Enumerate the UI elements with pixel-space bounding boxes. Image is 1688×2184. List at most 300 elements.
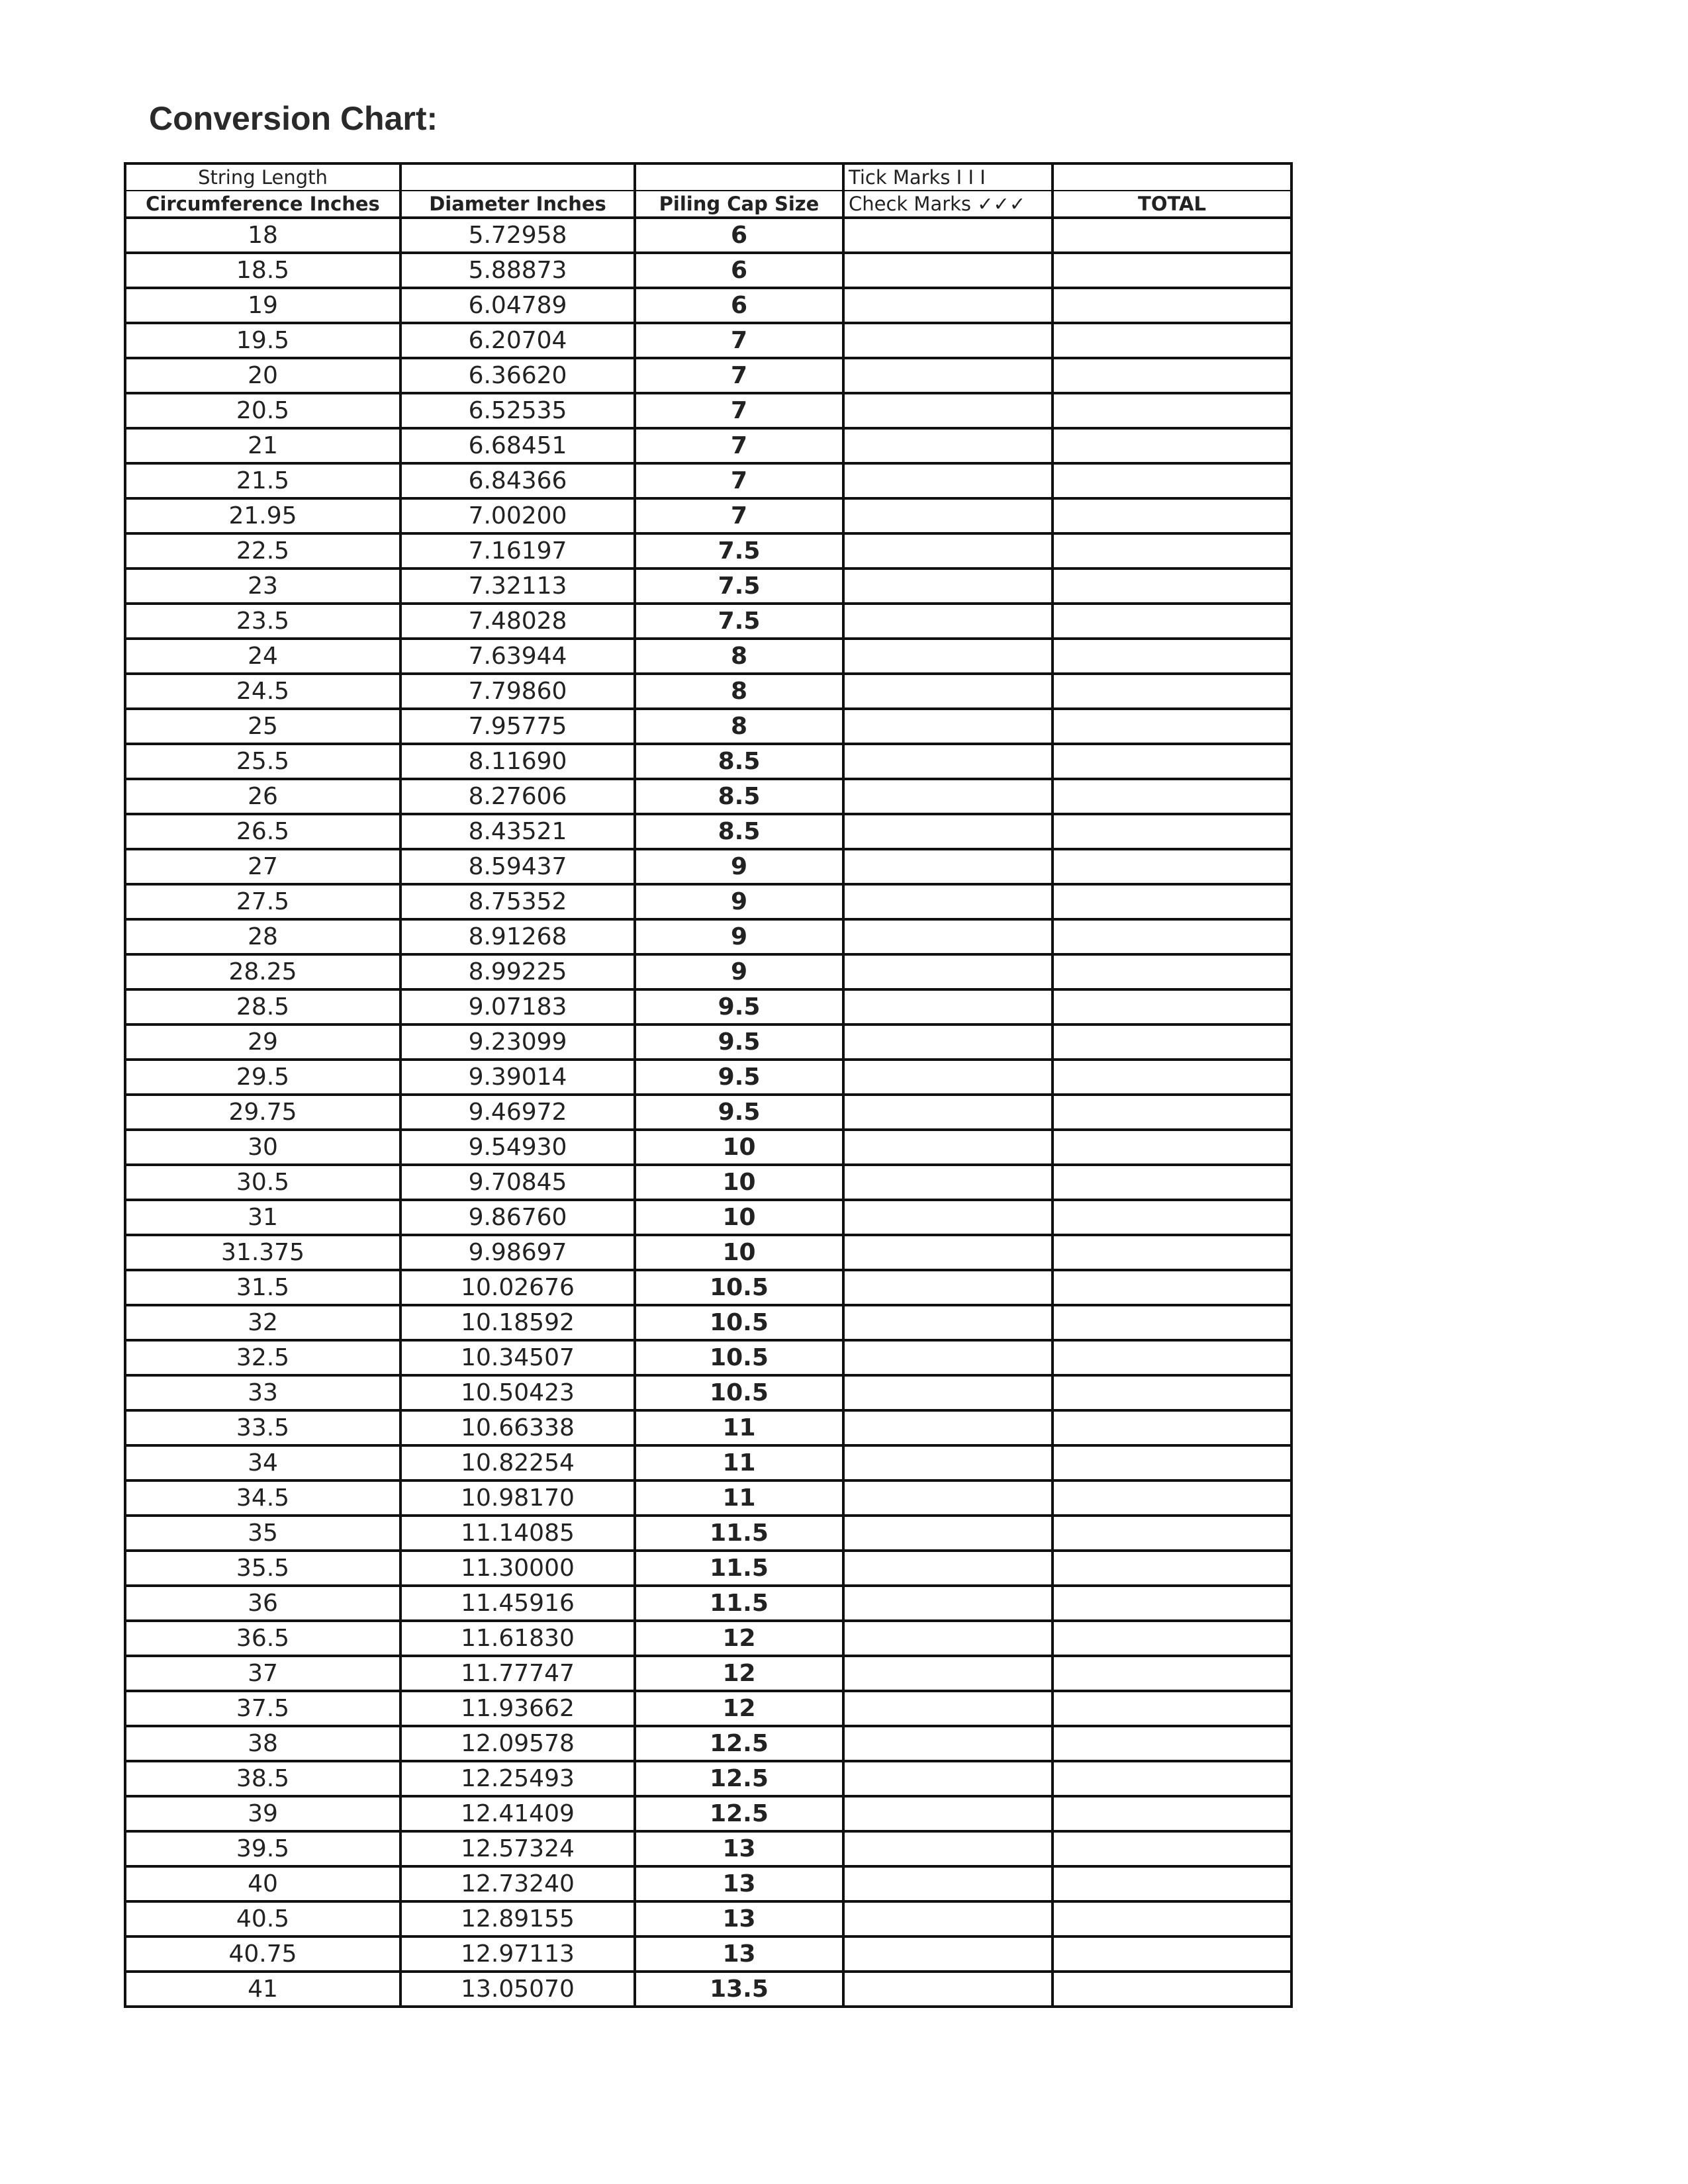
total-cell[interactable] [1053, 393, 1291, 428]
piling-cap-cell: 8 [635, 709, 843, 744]
total-cell[interactable] [1053, 639, 1291, 674]
piling-cap-cell: 13 [635, 1866, 843, 1901]
tick-marks-cell[interactable] [843, 1270, 1053, 1305]
total-cell[interactable] [1053, 533, 1291, 569]
total-cell[interactable] [1053, 1761, 1291, 1796]
piling-cap-cell: 7 [635, 358, 843, 393]
tick-marks-cell[interactable] [843, 1656, 1053, 1691]
tick-marks-cell[interactable] [843, 1165, 1053, 1200]
table-row [125, 779, 1291, 814]
table-row [125, 288, 1291, 323]
diameter-cell: 8.59437 [400, 849, 635, 884]
header-check-marks: Check Marks ✓✓✓ [843, 191, 1053, 218]
circumference-cell: 40.75 [125, 1936, 400, 1972]
diameter-cell: 8.11690 [400, 744, 635, 779]
circumference-cell: 29.75 [125, 1095, 400, 1130]
piling-cap-cell: 7 [635, 323, 843, 358]
piling-cap-cell: 11 [635, 1480, 843, 1516]
piling-cap-cell: 13 [635, 1901, 843, 1936]
total-cell[interactable] [1053, 1796, 1291, 1831]
diameter-cell: 6.68451 [400, 428, 635, 463]
total-cell[interactable] [1053, 253, 1291, 288]
tick-marks-cell[interactable] [843, 1586, 1053, 1621]
piling-cap-cell: 11.5 [635, 1586, 843, 1621]
tick-marks-cell[interactable] [843, 1340, 1053, 1375]
total-cell[interactable] [1053, 1901, 1291, 1936]
table-row [125, 1270, 1291, 1305]
table-row [125, 639, 1291, 674]
diameter-cell: 9.07183 [400, 989, 635, 1024]
header-blank-total [1053, 163, 1291, 191]
diameter-cell: 10.98170 [400, 1480, 635, 1516]
piling-cap-cell: 10.5 [635, 1270, 843, 1305]
circumference-cell: 40 [125, 1866, 400, 1901]
total-cell[interactable] [1053, 1551, 1291, 1586]
circumference-cell: 20.5 [125, 393, 400, 428]
circumference-cell: 37.5 [125, 1691, 400, 1726]
header-row-2 [125, 191, 1291, 218]
circumference-cell: 33.5 [125, 1410, 400, 1445]
circumference-cell: 39.5 [125, 1831, 400, 1866]
tick-marks-cell[interactable] [843, 1551, 1053, 1586]
table-row [125, 1375, 1291, 1410]
total-cell[interactable] [1053, 1866, 1291, 1901]
diameter-cell: 10.50423 [400, 1375, 635, 1410]
total-cell[interactable] [1053, 1972, 1291, 2007]
table-row [125, 1691, 1291, 1726]
tick-marks-cell[interactable] [843, 1901, 1053, 1936]
total-cell[interactable] [1053, 1270, 1291, 1305]
tick-marks-cell[interactable] [843, 1972, 1053, 2007]
diameter-cell: 12.41409 [400, 1796, 635, 1831]
total-cell[interactable] [1053, 358, 1291, 393]
circumference-cell: 18.5 [125, 253, 400, 288]
diameter-cell: 12.57324 [400, 1831, 635, 1866]
total-cell[interactable] [1053, 1726, 1291, 1761]
piling-cap-cell: 8 [635, 674, 843, 709]
table-row [125, 884, 1291, 919]
piling-cap-cell: 13.5 [635, 1972, 843, 2007]
piling-cap-cell: 6 [635, 288, 843, 323]
table-row [125, 1305, 1291, 1340]
header-circumference: Circumference Inches [125, 191, 400, 218]
total-cell[interactable] [1053, 1235, 1291, 1270]
diameter-cell: 12.09578 [400, 1726, 635, 1761]
table-row [125, 428, 1291, 463]
table-row [125, 1200, 1291, 1235]
diameter-cell: 11.30000 [400, 1551, 635, 1586]
table-row [125, 1761, 1291, 1796]
table-row [125, 1060, 1291, 1095]
diameter-cell: 9.70845 [400, 1165, 635, 1200]
tick-marks-cell[interactable] [843, 709, 1053, 744]
piling-cap-cell: 9 [635, 849, 843, 884]
tick-marks-cell[interactable] [843, 1796, 1053, 1831]
circumference-cell: 29 [125, 1024, 400, 1060]
circumference-cell: 39 [125, 1796, 400, 1831]
piling-cap-cell: 10 [635, 1165, 843, 1200]
table-row [125, 1796, 1291, 1831]
piling-cap-cell: 10.5 [635, 1375, 843, 1410]
diameter-cell: 6.84366 [400, 463, 635, 498]
table-row [125, 1621, 1291, 1656]
piling-cap-cell: 9 [635, 884, 843, 919]
table-row [125, 1480, 1291, 1516]
diameter-cell: 11.77747 [400, 1656, 635, 1691]
tick-marks-cell[interactable] [843, 1060, 1053, 1095]
circumference-cell: 35 [125, 1516, 400, 1551]
piling-cap-cell: 12.5 [635, 1796, 843, 1831]
circumference-cell: 34.5 [125, 1480, 400, 1516]
table-row [125, 358, 1291, 393]
total-cell[interactable] [1053, 1340, 1291, 1375]
diameter-cell: 8.27606 [400, 779, 635, 814]
total-cell[interactable] [1053, 1621, 1291, 1656]
table-row [125, 1340, 1291, 1375]
piling-cap-cell: 11 [635, 1410, 843, 1445]
piling-cap-cell: 10 [635, 1235, 843, 1270]
circumference-cell: 30 [125, 1130, 400, 1165]
total-cell[interactable] [1053, 288, 1291, 323]
total-cell[interactable] [1053, 1656, 1291, 1691]
table-row [125, 1165, 1291, 1200]
circumference-cell: 37 [125, 1656, 400, 1691]
piling-cap-cell: 7 [635, 393, 843, 428]
tick-marks-cell[interactable] [843, 1235, 1053, 1270]
total-cell[interactable] [1053, 1516, 1291, 1551]
circumference-cell: 19 [125, 288, 400, 323]
header-row-1 [125, 163, 1291, 191]
circumference-cell: 34 [125, 1445, 400, 1480]
total-cell[interactable] [1053, 1936, 1291, 1972]
piling-cap-cell: 10.5 [635, 1305, 843, 1340]
piling-cap-cell: 12.5 [635, 1761, 843, 1796]
piling-cap-cell: 7.5 [635, 569, 843, 604]
table-row [125, 1095, 1291, 1130]
header-string-length: String Length [125, 163, 400, 191]
tick-marks-cell[interactable] [843, 954, 1053, 989]
page-title: Conversion Chart: [149, 100, 438, 137]
total-cell[interactable] [1053, 779, 1291, 814]
diameter-cell: 7.48028 [400, 604, 635, 639]
tick-marks-cell[interactable] [843, 1516, 1053, 1551]
table-row [125, 814, 1291, 849]
diameter-cell: 8.75352 [400, 884, 635, 919]
table-row [125, 919, 1291, 954]
tick-marks-cell[interactable] [843, 639, 1053, 674]
total-cell[interactable] [1053, 884, 1291, 919]
total-cell[interactable] [1053, 1060, 1291, 1095]
total-cell[interactable] [1053, 1586, 1291, 1621]
diameter-cell: 9.23099 [400, 1024, 635, 1060]
circumference-cell: 36.5 [125, 1621, 400, 1656]
circumference-cell: 28.5 [125, 989, 400, 1024]
piling-cap-cell: 7 [635, 463, 843, 498]
diameter-cell: 12.89155 [400, 1901, 635, 1936]
diameter-cell: 6.52535 [400, 393, 635, 428]
total-cell[interactable] [1053, 1375, 1291, 1410]
diameter-cell: 9.98697 [400, 1235, 635, 1270]
circumference-cell: 18 [125, 218, 400, 253]
total-cell[interactable] [1053, 1024, 1291, 1060]
piling-cap-cell: 9.5 [635, 989, 843, 1024]
tick-marks-cell[interactable] [843, 1095, 1053, 1130]
tick-marks-cell[interactable] [843, 1305, 1053, 1340]
table-row [125, 1831, 1291, 1866]
table-row [125, 674, 1291, 709]
circumference-cell: 23.5 [125, 604, 400, 639]
total-cell[interactable] [1053, 1691, 1291, 1726]
circumference-cell: 35.5 [125, 1551, 400, 1586]
diameter-cell: 7.00200 [400, 498, 635, 533]
total-cell[interactable] [1053, 1831, 1291, 1866]
total-cell[interactable] [1053, 1200, 1291, 1235]
tick-marks-cell[interactable] [843, 1200, 1053, 1235]
diameter-cell: 12.25493 [400, 1761, 635, 1796]
piling-cap-cell: 7.5 [635, 533, 843, 569]
table-row [125, 1656, 1291, 1691]
tick-marks-cell[interactable] [843, 1130, 1053, 1165]
circumference-cell: 24 [125, 639, 400, 674]
diameter-cell: 12.97113 [400, 1936, 635, 1972]
tick-marks-cell[interactable] [843, 498, 1053, 533]
total-cell[interactable] [1053, 604, 1291, 639]
table-row [125, 533, 1291, 569]
circumference-cell: 33 [125, 1375, 400, 1410]
diameter-cell: 9.46972 [400, 1095, 635, 1130]
diameter-cell: 11.14085 [400, 1516, 635, 1551]
total-cell[interactable] [1053, 1130, 1291, 1165]
piling-cap-cell: 12 [635, 1656, 843, 1691]
circumference-cell: 23 [125, 569, 400, 604]
tick-marks-cell[interactable] [843, 253, 1053, 288]
total-cell[interactable] [1053, 744, 1291, 779]
tick-marks-cell[interactable] [843, 1936, 1053, 1972]
piling-cap-cell: 8 [635, 639, 843, 674]
total-cell[interactable] [1053, 674, 1291, 709]
circumference-cell: 38.5 [125, 1761, 400, 1796]
tick-marks-cell[interactable] [843, 1024, 1053, 1060]
table-row [125, 1516, 1291, 1551]
total-cell[interactable] [1053, 849, 1291, 884]
piling-cap-cell: 8.5 [635, 779, 843, 814]
table-row [125, 1936, 1291, 1972]
piling-cap-cell: 8.5 [635, 744, 843, 779]
header-blank-cap [635, 163, 843, 191]
diameter-cell: 8.43521 [400, 814, 635, 849]
tick-marks-cell[interactable] [843, 989, 1053, 1024]
circumference-cell: 31.5 [125, 1270, 400, 1305]
total-cell[interactable] [1053, 428, 1291, 463]
tick-marks-cell[interactable] [843, 463, 1053, 498]
tick-marks-cell[interactable] [843, 744, 1053, 779]
diameter-cell: 7.16197 [400, 533, 635, 569]
piling-cap-cell: 7 [635, 498, 843, 533]
piling-cap-cell: 9.5 [635, 1024, 843, 1060]
table-row [125, 1586, 1291, 1621]
circumference-cell: 26.5 [125, 814, 400, 849]
total-cell[interactable] [1053, 323, 1291, 358]
diameter-cell: 10.18592 [400, 1305, 635, 1340]
piling-cap-cell: 11 [635, 1445, 843, 1480]
piling-cap-cell: 12.5 [635, 1726, 843, 1761]
circumference-cell: 27 [125, 849, 400, 884]
tick-marks-cell[interactable] [843, 428, 1053, 463]
diameter-cell: 9.86760 [400, 1200, 635, 1235]
table-row [125, 569, 1291, 604]
tick-marks-cell[interactable] [843, 358, 1053, 393]
tick-marks-cell[interactable] [843, 604, 1053, 639]
total-cell[interactable] [1053, 463, 1291, 498]
piling-cap-cell: 9.5 [635, 1060, 843, 1095]
total-cell[interactable] [1053, 1480, 1291, 1516]
diameter-cell: 11.45916 [400, 1586, 635, 1621]
diameter-cell: 5.72958 [400, 218, 635, 253]
total-cell[interactable] [1053, 814, 1291, 849]
tick-marks-cell[interactable] [843, 884, 1053, 919]
total-cell[interactable] [1053, 989, 1291, 1024]
tick-marks-cell[interactable] [843, 849, 1053, 884]
tick-marks-cell[interactable] [843, 1691, 1053, 1726]
piling-cap-cell: 13 [635, 1831, 843, 1866]
table-row [125, 1024, 1291, 1060]
piling-cap-cell: 12 [635, 1621, 843, 1656]
tick-marks-cell[interactable] [843, 533, 1053, 569]
total-cell[interactable] [1053, 218, 1291, 253]
circumference-cell: 31.375 [125, 1235, 400, 1270]
tick-marks-cell[interactable] [843, 1866, 1053, 1901]
diameter-cell: 7.63944 [400, 639, 635, 674]
header-tick-marks: Tick Marks I I I [843, 163, 1053, 191]
total-cell[interactable] [1053, 1165, 1291, 1200]
total-cell[interactable] [1053, 1445, 1291, 1480]
circumference-cell: 27.5 [125, 884, 400, 919]
total-cell[interactable] [1053, 954, 1291, 989]
piling-cap-cell: 13 [635, 1936, 843, 1972]
diameter-cell: 11.93662 [400, 1691, 635, 1726]
piling-cap-cell: 12 [635, 1691, 843, 1726]
piling-cap-cell: 9.5 [635, 1095, 843, 1130]
tick-marks-cell[interactable] [843, 814, 1053, 849]
diameter-cell: 8.99225 [400, 954, 635, 989]
diameter-cell: 6.04789 [400, 288, 635, 323]
circumference-cell: 28.25 [125, 954, 400, 989]
circumference-cell: 41 [125, 1972, 400, 2007]
piling-cap-cell: 10.5 [635, 1340, 843, 1375]
table-row [125, 604, 1291, 639]
tick-marks-cell[interactable] [843, 1480, 1053, 1516]
table-row [125, 1410, 1291, 1445]
circumference-cell: 31 [125, 1200, 400, 1235]
table-row [125, 1445, 1291, 1480]
header-diameter: Diameter Inches [400, 191, 635, 218]
conversion-table [124, 162, 1293, 2008]
table-row [125, 1551, 1291, 1586]
tick-marks-cell[interactable] [843, 1375, 1053, 1410]
table-row [125, 709, 1291, 744]
table-row [125, 323, 1291, 358]
circumference-cell: 21.95 [125, 498, 400, 533]
circumference-cell: 25 [125, 709, 400, 744]
circumference-cell: 30.5 [125, 1165, 400, 1200]
table-row [125, 463, 1291, 498]
tick-marks-cell[interactable] [843, 218, 1053, 253]
circumference-cell: 24.5 [125, 674, 400, 709]
total-cell[interactable] [1053, 1305, 1291, 1340]
table-row [125, 253, 1291, 288]
piling-cap-cell: 10 [635, 1200, 843, 1235]
tick-marks-cell[interactable] [843, 1831, 1053, 1866]
diameter-cell: 6.20704 [400, 323, 635, 358]
tick-marks-cell[interactable] [843, 393, 1053, 428]
table-row [125, 744, 1291, 779]
diameter-cell: 8.91268 [400, 919, 635, 954]
total-cell[interactable] [1053, 1410, 1291, 1445]
circumference-cell: 22.5 [125, 533, 400, 569]
diameter-cell: 7.95775 [400, 709, 635, 744]
total-cell[interactable] [1053, 1095, 1291, 1130]
circumference-cell: 40.5 [125, 1901, 400, 1936]
total-cell[interactable] [1053, 569, 1291, 604]
circumference-cell: 20 [125, 358, 400, 393]
piling-cap-cell: 10 [635, 1130, 843, 1165]
total-cell[interactable] [1053, 709, 1291, 744]
tick-marks-cell[interactable] [843, 1445, 1053, 1480]
table-row [125, 954, 1291, 989]
circumference-cell: 36 [125, 1586, 400, 1621]
total-cell[interactable] [1053, 919, 1291, 954]
tick-marks-cell[interactable] [843, 1761, 1053, 1796]
table-row [125, 1972, 1291, 2007]
tick-marks-cell[interactable] [843, 779, 1053, 814]
diameter-cell: 5.88873 [400, 253, 635, 288]
diameter-cell: 12.73240 [400, 1866, 635, 1901]
circumference-cell: 19.5 [125, 323, 400, 358]
piling-cap-cell: 7.5 [635, 604, 843, 639]
tick-marks-cell[interactable] [843, 1410, 1053, 1445]
circumference-cell: 38 [125, 1726, 400, 1761]
circumference-cell: 25.5 [125, 744, 400, 779]
circumference-cell: 21.5 [125, 463, 400, 498]
total-cell[interactable] [1053, 498, 1291, 533]
table-row [125, 1130, 1291, 1165]
header-blank-diameter [400, 163, 635, 191]
table-row [125, 218, 1291, 253]
table-row [125, 1866, 1291, 1901]
table-row [125, 1235, 1291, 1270]
circumference-cell: 32 [125, 1305, 400, 1340]
piling-cap-cell: 9 [635, 919, 843, 954]
circumference-cell: 32.5 [125, 1340, 400, 1375]
table-row [125, 1901, 1291, 1936]
tick-marks-cell[interactable] [843, 919, 1053, 954]
diameter-cell: 6.36620 [400, 358, 635, 393]
tick-marks-cell[interactable] [843, 569, 1053, 604]
tick-marks-cell[interactable] [843, 323, 1053, 358]
tick-marks-cell[interactable] [843, 1621, 1053, 1656]
tick-marks-cell[interactable] [843, 674, 1053, 709]
diameter-cell: 9.54930 [400, 1130, 635, 1165]
diameter-cell: 10.34507 [400, 1340, 635, 1375]
circumference-cell: 21 [125, 428, 400, 463]
table-row [125, 393, 1291, 428]
tick-marks-cell[interactable] [843, 1726, 1053, 1761]
diameter-cell: 10.66338 [400, 1410, 635, 1445]
diameter-cell: 7.79860 [400, 674, 635, 709]
piling-cap-cell: 11.5 [635, 1551, 843, 1586]
piling-cap-cell: 11.5 [635, 1516, 843, 1551]
tick-marks-cell[interactable] [843, 288, 1053, 323]
